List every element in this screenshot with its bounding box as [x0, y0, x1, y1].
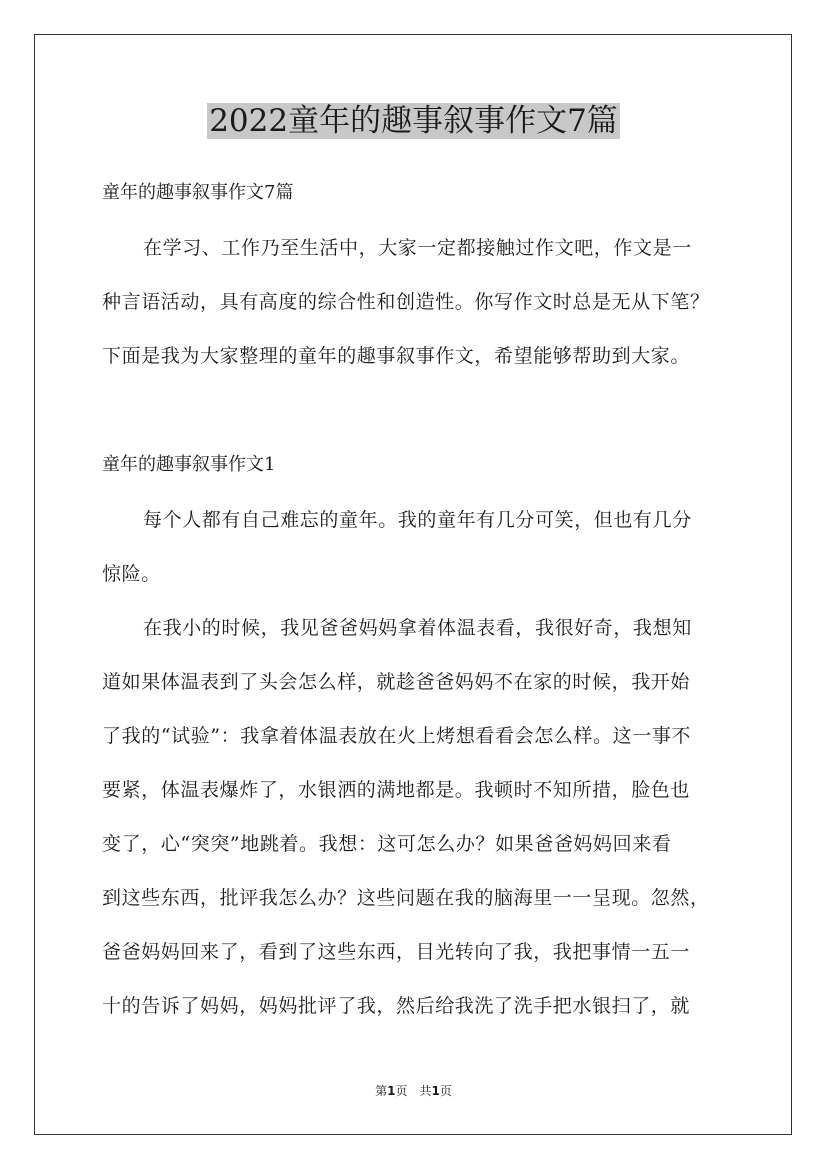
text-line: 惊险。	[102, 563, 161, 585]
page-suffix: 页	[439, 1084, 452, 1098]
page-prefix: 第	[375, 1084, 388, 1098]
text-line: 每个人都有自己难忘的童年。我的童年有几分可笑，但也有几分	[143, 509, 692, 531]
text-line: 到这些东西，批评我怎么办？这些问题在我的脑海里一一呈现。忽然，	[102, 887, 710, 909]
text-line: 爸爸妈妈回来了，看到了这些东西，目光转向了我，我把事情一五一	[102, 941, 691, 963]
paragraph-2	[102, 618, 742, 1016]
text-line: 在学习、工作乃至生活中，大家一定都接触过作文吧，作文是一	[143, 237, 692, 259]
current-page-number: 1	[387, 1084, 396, 1098]
section-heading: 童年的趣事叙事作文1	[102, 454, 276, 475]
text-line: 下面是我为大家整理的童年的趣事叙事作文，希望能够帮助到大家。	[102, 345, 691, 367]
text-line: 十的告诉了妈妈，妈妈批评了我，然后给我洗了洗手把水银扫了，就	[102, 995, 691, 1017]
text-line: 变了，心“突突”地跳着。我想：这可怎么办？如果爸爸妈妈回来看	[102, 833, 672, 855]
text-line: 在我小的时候，我见爸爸妈妈拿着体温表看，我很好奇，我想知	[143, 617, 692, 639]
page-footer	[0, 1083, 827, 1099]
page-mid: 页 共	[395, 1084, 432, 1098]
document-subtitle: 童年的趣事叙事作文7篇	[102, 182, 294, 203]
text-line: 道如果体温表到了头会怎么样，就趁爸爸妈妈不在家的时候，我开始	[102, 671, 691, 693]
total-page-number: 1	[431, 1084, 440, 1098]
intro-paragraph	[102, 238, 742, 366]
text-line: 种言语活动，具有高度的综合性和创造性。你写作文时总是无从下笔？	[102, 291, 710, 313]
text-line: 了我的“试验”：我拿着体温表放在火上烤想看看会怎么样。这一事不	[102, 725, 692, 747]
paragraph-1	[102, 510, 742, 584]
document-title: 2022童年的趣事叙事作文7篇	[209, 103, 618, 139]
text-line: 要紧，体温表爆炸了，水银洒的满地都是。我顿时不知所措，脸色也	[102, 779, 691, 801]
